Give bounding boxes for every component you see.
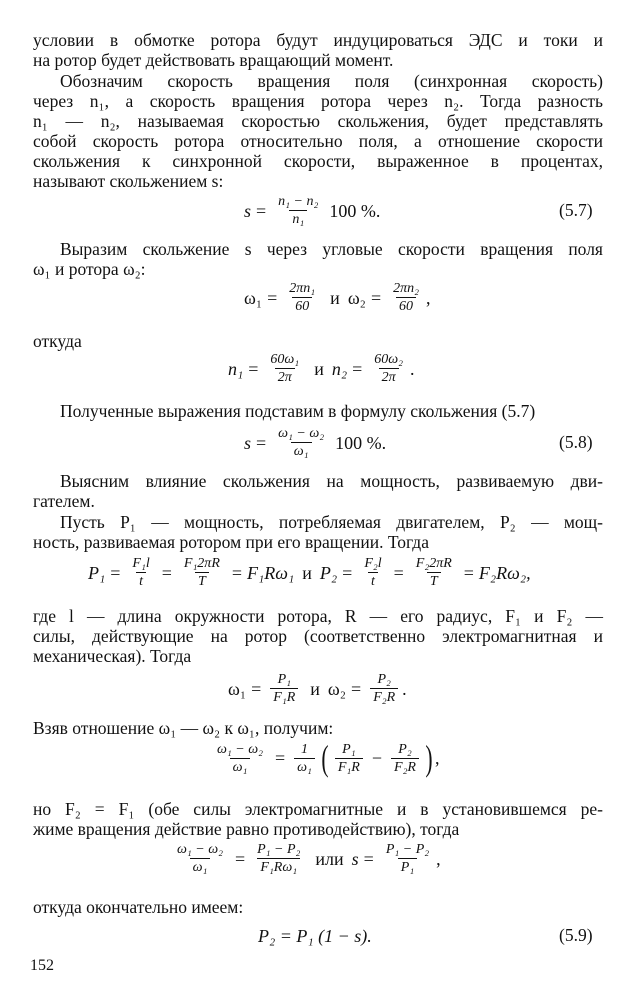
text-line: откуда окончательно имеем: (33, 897, 244, 917)
text-line: на ротор будет действовать вращающий момент. (33, 50, 394, 70)
text-line: Полученные выражения подставим в формулу скольжения (5.7) (60, 401, 536, 421)
text-line: ность, развиваемая ротором при его вращении. Тогда (33, 532, 429, 552)
text-line: Выразим скольжение s через угловые скорости вращения поля (60, 239, 603, 259)
text-line: откуда (33, 331, 82, 351)
equation-final: $\frac{\text{ω₁ − ω₂}}{\text{ω₁}}$ = $\frac{\text{P₁ − P₂}}{\text{F₁Rω₁}}$ или s = $\frac{\text{P₁ − P₂}}{\text{P₁}}$ , (170, 842, 441, 875)
fraction: $\frac{\text{P₁}}{\text{F₁R}}$ (270, 672, 298, 705)
fraction: $\frac{1}{\text{ω₁}}$ (294, 742, 315, 775)
text-line: через n₁, а скорость вращения ротора через n₂. Тогда разность (33, 91, 603, 111)
equation-ratio: $\frac{\text{ω₁ − ω₂}}{\text{ω₁}}$ = $\frac{1}{\text{ω₁}}$ ( $\frac{\text{P₁}}{\text{F₁R}}$ − $\frac{\text{P₂}}{\text{F₂R}}$ ) , (210, 740, 440, 776)
equation-number: (5.8) (559, 432, 593, 452)
fraction: $\frac{\text{P₂}}{\text{F₂R}}$ (391, 742, 419, 775)
text-line: где l — длина окружности ротора, R — его радиус, F₁ и F₂ — (33, 606, 603, 626)
equation-power: P₁ = $\frac{\text{F₁l}}{t}$ = $\frac{\text{F₁2πR}}{T}$ = F₁Rω₁ и P₂ = $\frac{\text{F₂l}}{t}$ = $\frac{\text{F₂2πR}}{T}$ = F₂Rω₂, (88, 556, 531, 589)
fraction: $\frac{\text{F₁2πR}}{T}$ (183, 556, 220, 589)
text-line: но F₂ = F₁ (обе силы электромагнитные и в установившемся ре- (33, 799, 603, 819)
text-line: жиме вращения действие равно противодействию), тогда (33, 819, 460, 839)
fraction: $\frac{\text{2πn₂}}{60}$ (393, 281, 419, 314)
equation-omega-power: ω₁ = $\frac{\text{P₁}}{\text{F₁R}}$ и ω₂ = $\frac{\text{P₂}}{\text{F₂R}}$ . (228, 672, 407, 705)
fraction: $\frac{\text{ω₁ − ω₂}}{\text{ω₁}}$ (217, 741, 263, 775)
text-line: условии в обмотке ротора будут индуцироваться ЭДС и токи и (33, 30, 603, 50)
fraction: $\frac{\text{P₁ − P₂}}{\text{F₁Rω₁}}$ (257, 842, 301, 875)
text-line: гателем. (33, 491, 95, 511)
text-line: силы, действующие на ротор (соответственно электромагнитная и (33, 626, 603, 646)
fraction: $\frac{\text{n₁ − n₂}}{\text{n₁}}$ (278, 194, 319, 227)
text-line: Выясним влияние скольжения на мощность, развиваемую дви- (60, 471, 603, 491)
fraction: $\frac{\text{2πn₁}}{60}$ (289, 281, 316, 314)
equation-5-9: P₂ = P₁ (1 − s). (258, 926, 372, 946)
equation-number: (5.9) (559, 925, 593, 945)
fraction: $\frac{\text{60ω₁}}{2\pi}$ (270, 352, 300, 385)
equation-n: n₁ = $\frac{\text{60ω₁}}{2\pi}$ и n₂ = $\frac{\text{60ω₂}}{2\pi}$ . (228, 352, 415, 385)
fraction: $\frac{\text{60ω₂}}{2\pi}$ (374, 352, 404, 385)
page-number: 152 (30, 957, 54, 974)
equation-number: (5.7) (559, 200, 593, 220)
text-line: n₁ — n₂, называемая скоростью скольжения, будет представлять (33, 111, 603, 131)
text-line: скольжения к синхронной скорости, выраженное в процентах, (33, 151, 603, 171)
fraction: $\frac{\text{ω₁ − ω₂}}{\text{ω₁}}$ (278, 426, 325, 459)
equation-5-7: s = $\frac{\text{n₁ − n₂}}{\text{n₁}}$ 100 %. (244, 194, 381, 227)
text-line: Пусть P₁ — мощность, потребляемая двигателем, P₂ — мощ- (60, 512, 603, 532)
fraction: $\frac{\text{F₂2πR}}{T}$ (415, 556, 452, 589)
equation-omega: ω₁ = $\frac{\text{2πn₁}}{60}$ и ω₂ = $\frac{\text{2πn₂}}{60}$ , (244, 281, 431, 314)
fraction: $\frac{\text{P₁}}{\text{F₁R}}$ (335, 742, 363, 775)
text-line: механическая). Тогда (33, 646, 192, 666)
text-line: собой скорость ротора относительно поля, а отношение скорости (33, 131, 603, 151)
text-line: Взяв отношение ω₁ — ω₂ к ω₁, получим: (33, 718, 334, 738)
fraction: $\frac{\text{ω₁ − ω₂}}{\text{ω₁}}$ (177, 842, 223, 875)
text-line: Обозначим скорость вращения поля (синхронная скорость) (60, 71, 603, 91)
fraction: $\frac{\text{F₁l}}{t}$ (132, 556, 150, 589)
equation-5-8: s = $\frac{\text{ω₁ − ω₂}}{\text{ω₁}}$ 100 %. (244, 426, 387, 459)
fraction: $\frac{\text{P₂}}{\text{F₂R}}$ (370, 672, 398, 705)
text-line: ω₁ и ротора ω₂: (33, 259, 146, 279)
fraction: $\frac{\text{P₁ − P₂}}{\text{P₁}}$ (385, 842, 430, 875)
text-line: называют скольжением s: (33, 171, 224, 191)
fraction: $\frac{\text{F₂l}}{t}$ (364, 556, 382, 589)
